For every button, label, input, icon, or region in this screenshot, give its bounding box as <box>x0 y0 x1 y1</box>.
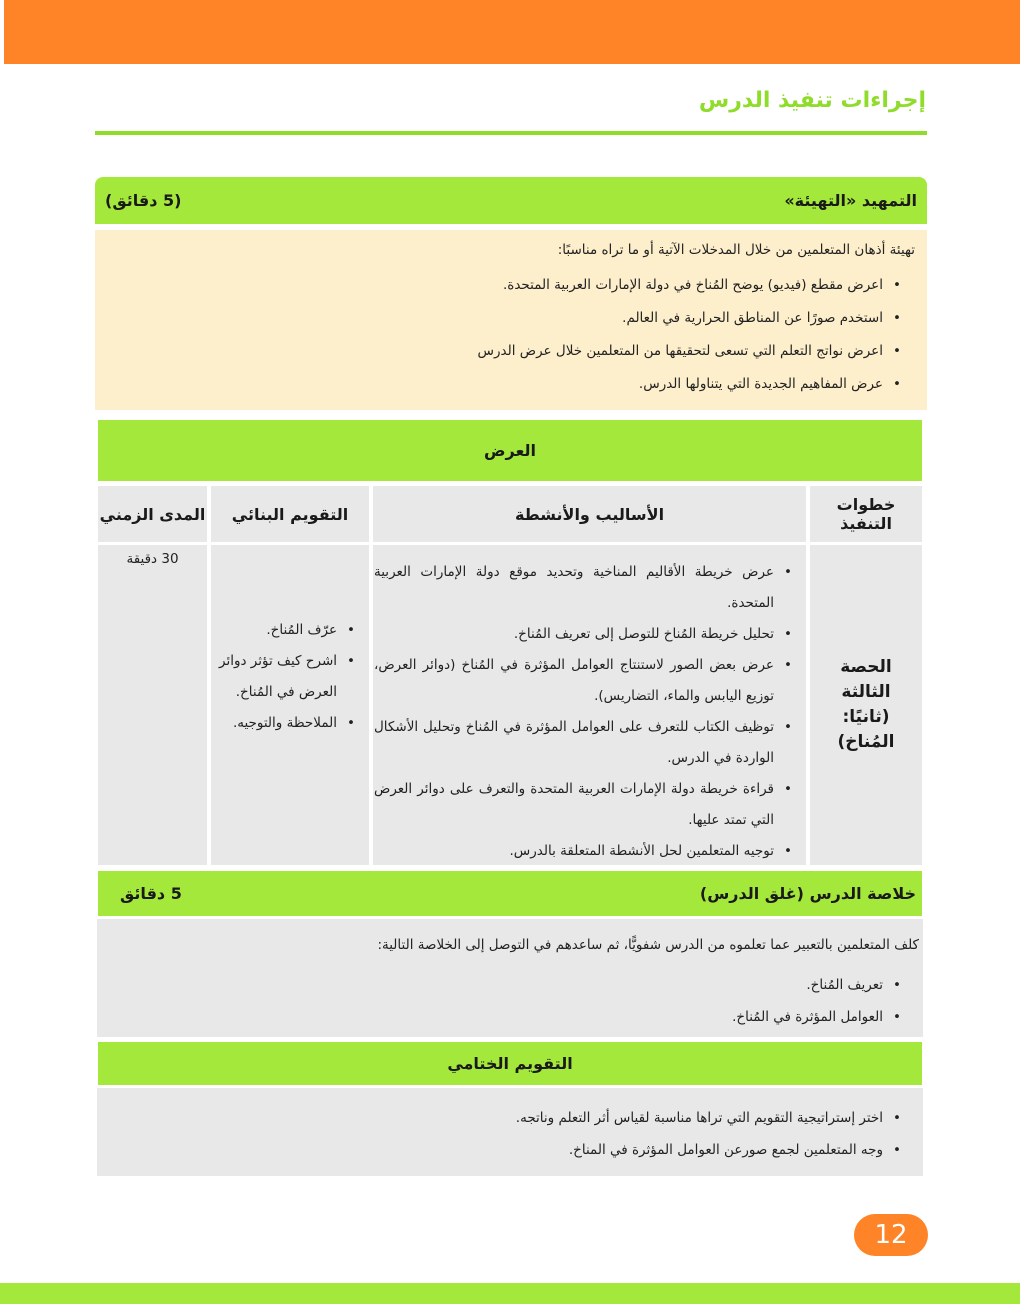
list-item: • وجه المتعلمين لجمع صورعن العوامل المؤثرة في المناخ. <box>516 1134 905 1166</box>
evaluation-list <box>219 615 359 739</box>
final-assessment-list <box>516 1102 905 1166</box>
summary-duration: 5 دقائق <box>120 884 182 903</box>
presentation-title: العرض <box>484 441 536 460</box>
intro-section-header <box>95 177 927 224</box>
list-item: • توظيف الكتاب للتعرف على العوامل المؤثرة في المُناخ وتحليل الأشكال الواردة في الدرس. <box>374 712 796 774</box>
col-header-steps: خطوات التنفيذ <box>810 486 922 542</box>
summary-body <box>97 919 923 1037</box>
steps-cell: الحصة الثالثة (ثانيًا: المُناخ) <box>810 545 922 865</box>
bottom-green-band <box>0 1283 1020 1304</box>
intro-list <box>478 274 905 406</box>
intro-section-title: التمهيد «التهيئة» <box>784 191 917 210</box>
list-item: • عرض المفاهيم الجديدة التي يتناولها الدرس. <box>478 373 905 406</box>
list-item: • اختر إستراتيجية التقويم التي تراها مناسبة لقياس أثر التعلم وناتجه. <box>516 1102 905 1134</box>
list-item: • عرض بعض الصور لاستنتاج العوامل المؤثرة في المُناخ (دوائر العرض، توزيع اليابس والماء، التضاريس). <box>374 650 796 712</box>
intro-section-duration: (5 دقائق) <box>105 191 182 210</box>
list-item: • تعريف المُناخ. <box>732 969 905 1001</box>
final-assessment-body <box>97 1088 923 1176</box>
list-item: • اعرض نواتج التعلم التي تسعى لتحقيقها من المتعلمين خلال عرض الدرس <box>478 340 905 373</box>
final-assessment-header <box>98 1042 922 1085</box>
page-number: 12 <box>854 1214 928 1256</box>
summary-header <box>98 871 922 916</box>
col-header-duration: المدى الزمني <box>98 486 207 542</box>
top-orange-band <box>4 0 1020 64</box>
evaluation-cell <box>211 545 369 865</box>
page-title: إجراءات تنفيذ الدرس <box>698 88 926 113</box>
duration-value: 30 دقيقة <box>126 551 179 567</box>
list-item: • توجيه المتعلمين لحل الأنشطة المتعلقة بالدرس. <box>374 836 796 867</box>
list-item: • تحليل خريطة المُناخ للتوصل إلى تعريف المُناخ. <box>374 619 796 650</box>
col-header-evaluation: التقويم البنائي <box>211 486 369 542</box>
list-item: • قراءة خريطة دولة الإمارات العربية المتحدة والتعرف على دوائر العرض التي تمتد عليها. <box>374 774 796 836</box>
summary-title: خلاصة الدرس (غلق الدرس) <box>699 884 916 903</box>
activities-cell <box>373 545 806 865</box>
list-item: • استخدم صورًا عن المناطق الحرارية في العالم. <box>478 307 905 340</box>
duration-cell <box>98 545 207 865</box>
list-item: • اشرح كيف تؤثر دوائر العرض في المُناخ. <box>219 646 359 708</box>
final-assessment-title: التقويم الختامي <box>447 1054 573 1073</box>
list-item: • عرّف المُناخ. <box>219 615 359 646</box>
col-header-activities: الأساليب والأنشطة <box>373 486 806 542</box>
presentation-header <box>98 420 922 481</box>
intro-section-body <box>95 230 927 410</box>
list-item: • الملاحظة والتوجيه. <box>219 708 359 739</box>
intro-lead-text: تهيئة أذهان المتعلمين من خلال المدخلات الآتية أو ما تراه مناسبًا: <box>557 242 915 258</box>
title-divider <box>95 131 927 135</box>
list-item: • عرض خريطة الأقاليم المناخية وتحديد موقع دولة الإمارات العربية المتحدة. <box>374 557 796 619</box>
list-item: • العوامل المؤثرة في المُناخ. <box>732 1001 905 1033</box>
summary-lead-text: كلف المتعلمين بالتعبير عما تعلموه من الدرس شفويًّا، ثم ساعدهم في التوصل إلى الخلاصة التالية: <box>377 937 919 953</box>
activities-list <box>374 557 796 867</box>
summary-list <box>732 969 905 1033</box>
list-item: • اعرض مقطع (فيديو) يوضح المُناخ في دولة الإمارات العربية المتحدة. <box>478 274 905 307</box>
